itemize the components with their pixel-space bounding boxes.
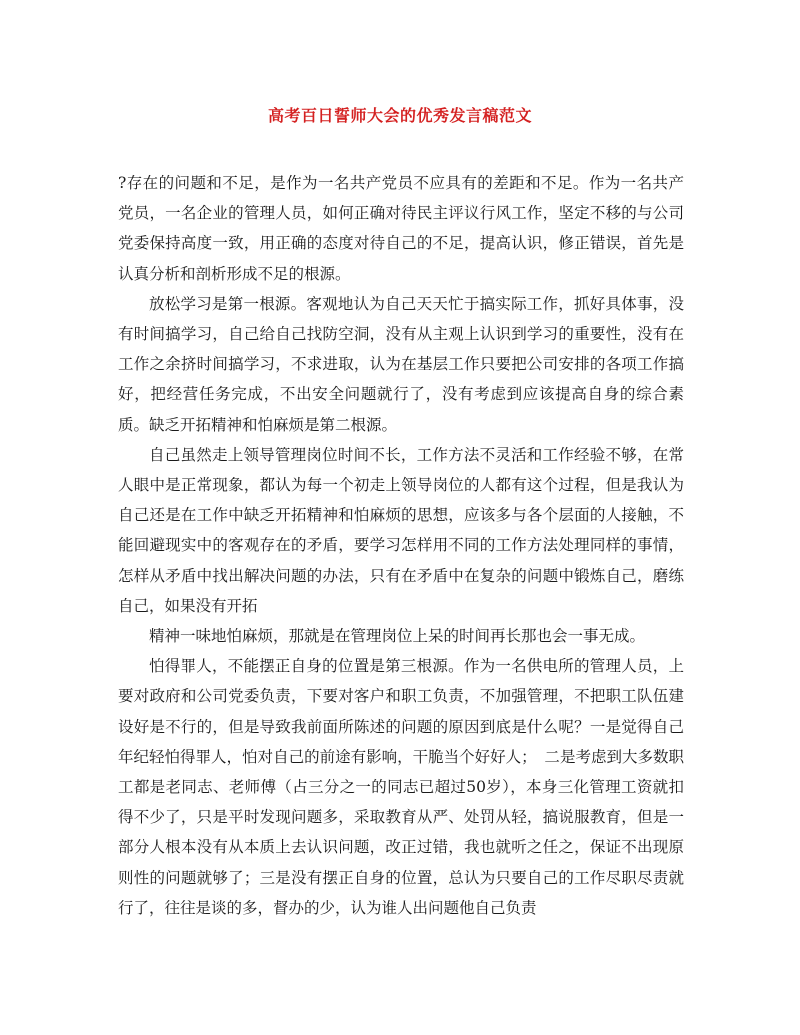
paragraph-2: 放松学习是第一根源。客观地认为自己天天忙于搞实际工作，抓好具体事，没有时间搞学习，自己给自己找防空洞，没有从主观上认识到学习的重要性，没有在工作之余挤时间搞学习，不求进取，认为在基层工作只要把公司安排的各项工作搞好，把经营任务完成，不出安全问题就行了，没有考虑到应该提高自身的综合素质。缺乏开拓精神和怕麻烦是第二根源。 [118,294,684,434]
paragraph-3: 自己虽然走上领导管理岗位时间不长，工作方法不灵活和工作经验不够，在常人眼中是正常现象，都认为每一个初走上领导岗位的人都有这个过程，但是我认为自己还是在工作中缺乏开拓精神和怕麻烦的思想，应该多与各个层面的人接触，不能回避现实中的客观存在的矛盾，要学习怎样用不同的工作方法处理同样的事情，怎样从矛盾中找出解决问题的办法，只有在矛盾中在复杂的问题中锻炼自己，磨练自己，如果没有开拓 [118,445,684,615]
paragraph-5: 怕得罪人，不能摆正自身的位置是第三根源。作为一名供电所的管理人员，上要对政府和公司党委负责，下要对客户和职工负责，不加强管理，不把职工队伍建设好是不行的，但是导致我前面所陈述的问题的原因到底是什么呢？一是觉得自己年纪轻怕得罪人，怕对自己的前途有影响，干脆当个好好人； 二是考虑到大多数职工都是老同志、老师傅（占三分之一的同志已超过50岁），本身三化管理工资就扣得不少了，只是平时发现问题多，采取教育从严、处罚从轻，搞说服教育，但是一部分人根本没有从本质上去认识问题，改正过错，我也就听之任之，保证不出现原则性的问题就够了；三是没有摆正自身的位置，总认为只要自己的工作尽职尽责就行了，往往是谈的多，督办的少，认为谁人出问题他自己负责 [118,657,684,917]
document-title: 高考百日誓师大会的优秀发言稿范文 [267,106,532,125]
document-body [118,168,684,923]
paragraph-1: ?存在的问题和不足，是作为一名共产党员不应具有的差距和不足。作为一名共产党员，一名企业的管理人员，如何正确对待民主评议行风工作，坚定不移的与公司党委保持高度一致，用正确的态度对待自己的不足，提高认识，修正错误，首先是认真分析和剖析形成不足的根源。 [118,174,684,283]
paragraph-4: 精神一味地怕麻烦，那就是在管理岗位上呆的时间再长那也会一事无成。 [149,627,646,646]
